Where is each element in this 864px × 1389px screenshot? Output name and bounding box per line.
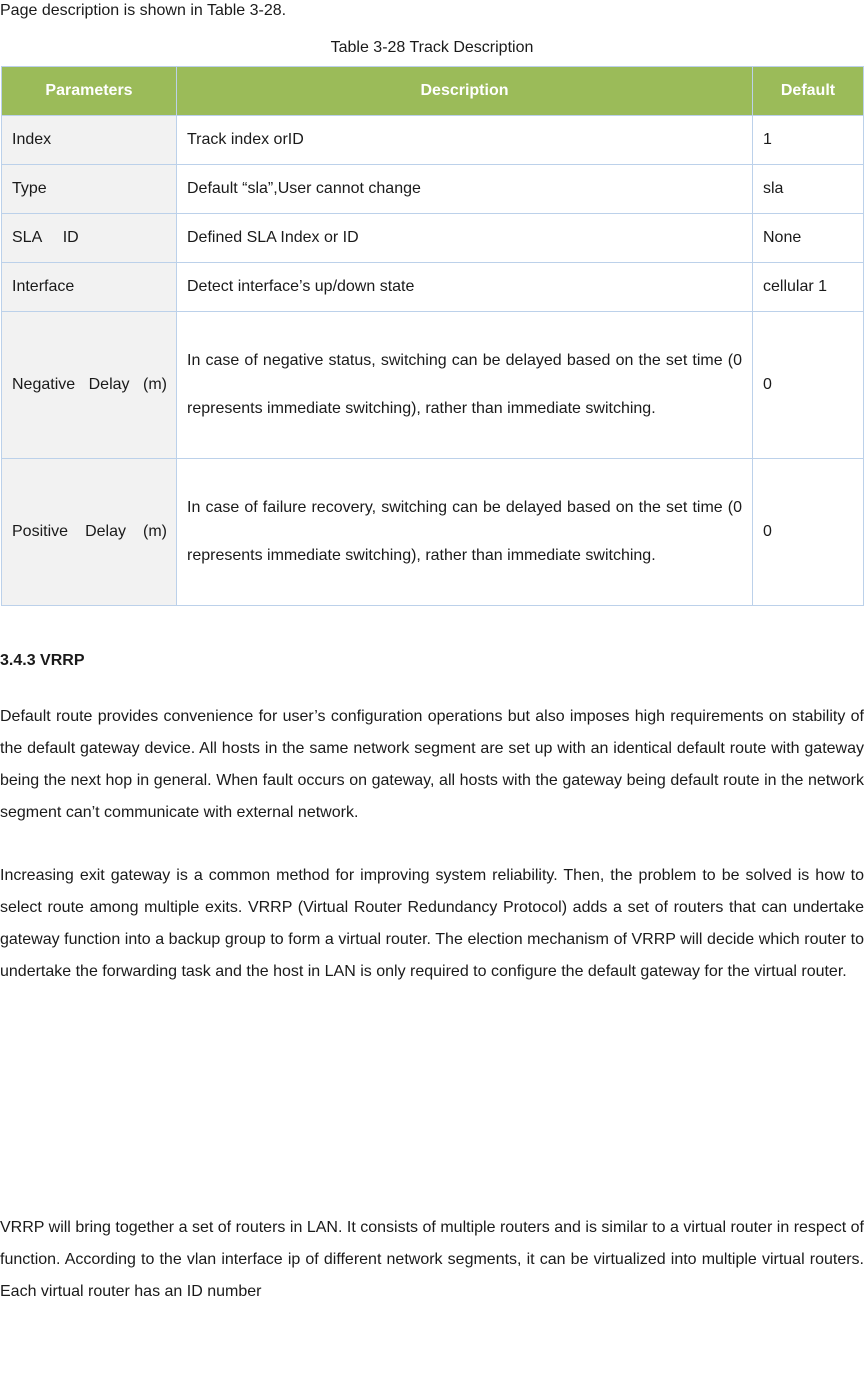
table-row [2, 165, 864, 214]
desc-cell: Track index orID [177, 116, 753, 165]
header-description: Description [177, 67, 753, 116]
desc-text: In case of failure recovery, switching can be delayed based on the set time (0 represents immediate switching), rather than immediate switching. [187, 499, 742, 564]
track-description-table [1, 66, 864, 606]
default-cell: sla [753, 165, 864, 214]
default-cell: 0 [753, 312, 864, 459]
paragraph-default-route: Default route provides convenience for user’s configuration operations but also imposes high requirements on stability of the default gateway device. All hosts in the same network segment are set up with an identical default route with gateway being the next hop in general. When fault occurs on gateway, all hosts with the gateway being default route in the network segment can’t communicate with external network. [0, 708, 864, 821]
table-row [2, 312, 864, 459]
default-cell: 0 [753, 459, 864, 606]
paragraph-vrrp-routers: VRRP will bring together a set of routers in LAN. It consists of multiple routers and is similar to a virtual router in respect of function. According to the vlan interface ip of different network segments, it can be virtualized into multiple virtual routers. Each virtual router has an ID number [0, 1219, 864, 1300]
table-caption: Table 3-28 Track Description [330, 39, 534, 56]
table-row [2, 116, 864, 165]
table-row [2, 459, 864, 606]
header-default: Default [753, 67, 864, 116]
param-cell [2, 312, 177, 459]
desc-cell [177, 459, 753, 606]
param-cell: Interface [2, 263, 177, 312]
desc-cell [177, 312, 753, 459]
section-heading: 3.4.3 VRRP [0, 652, 85, 669]
param-cell [2, 459, 177, 606]
default-cell: None [753, 214, 864, 263]
param-cell: SLA ID [2, 214, 177, 263]
default-cell: 1 [753, 116, 864, 165]
table-row [2, 214, 864, 263]
desc-cell: Default “sla”,User cannot change [177, 165, 753, 214]
desc-cell: Defined SLA Index or ID [177, 214, 753, 263]
param-cell: Index [2, 116, 177, 165]
header-parameters: Parameters [2, 67, 177, 116]
table-row [2, 263, 864, 312]
param-text: Negative Delay (m) [12, 376, 167, 393]
intro-text: Page description is shown in Table 3-28. [0, 2, 287, 19]
default-cell: cellular 1 [753, 263, 864, 312]
paragraph-exit-gateway: Increasing exit gateway is a common method for improving system reliability. Then, the problem to be solved is how to select route among multiple exits. VRRP (Virtual Router Redundancy Protocol) adds a set of routers that can undertake gateway function into a backup group to form a virtual router. The election mechanism of VRRP will decide which router to undertake the forwarding task and the host in LAN is only required to configure the default gateway for the virtual router. [0, 867, 864, 980]
desc-cell: Detect interface’s up/down state [177, 263, 753, 312]
desc-text: In case of negative status, switching can be delayed based on the set time (0 represents immediate switching), rather than immediate switching. [187, 352, 742, 417]
param-text: Positive Delay (m) [12, 523, 167, 540]
param-cell: Type [2, 165, 177, 214]
